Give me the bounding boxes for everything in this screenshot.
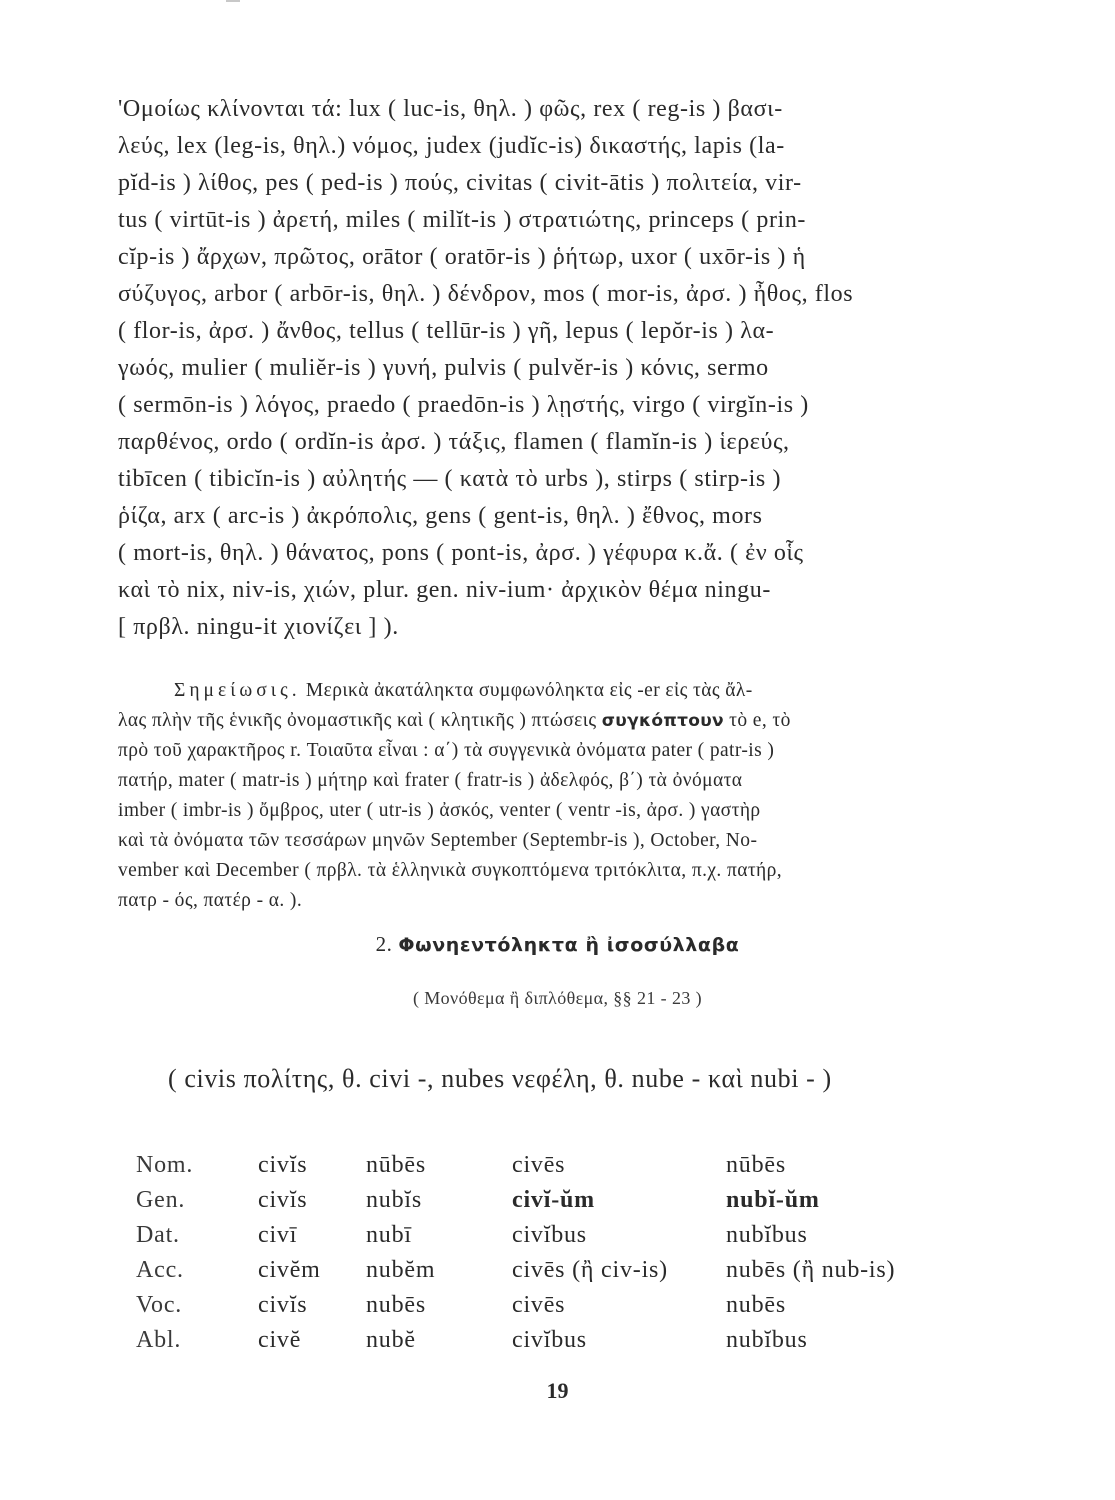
paragraph-line: ῥίζα, arx ( arc-is ) ἀκρόπολις, gens ( gent-is, θηλ. ) ἔθνος, mors xyxy=(118,503,763,529)
paragraph-line: σύζυγος, arbor ( arbōr-is, θηλ. ) δένδρον, mos ( mor-is, ἀρσ. ) ἦθος, flos xyxy=(118,281,854,307)
note-line: vember καὶ December ( πρβλ. τὰ ἑλληνικὰ συγκοπτόμενα τριτόκλιτα, π.χ. πατήρ, xyxy=(118,860,783,881)
note-line: imber ( imbr-is ) ὄμβρος, uter ( utr-is ) ἀσκός, venter ( ventr -is, ἀρσ. ) γαστὴρ xyxy=(118,800,761,821)
paragraph-line: pĭd-is ) λίθος, pes ( ped-is ) πούς, civitas ( civit-ātis ) πολιτεία, vir- xyxy=(118,170,802,196)
page-number: 19 xyxy=(546,1378,569,1403)
paragraph-line: cĭp-is ) ἄρχων, πρῶτος, orātor ( oratōr-is ) ῥήτωρ, uxor ( uxōr-is ) ἡ xyxy=(118,244,806,270)
sg-nubes-cell: nubĕ xyxy=(366,1327,416,1353)
sg-civis-cell: civĭs xyxy=(258,1152,308,1178)
table-row xyxy=(136,1253,946,1288)
note-line xyxy=(118,706,791,736)
pl-civis-cell: civĭ-ŭm xyxy=(512,1187,595,1213)
paragraph-line: ( sermōn-is ) λόγος, praedo ( praedōn-is ) λῃστής, virgo ( virgĭn-is ) xyxy=(118,392,809,418)
sg-nubes-cell: nubī xyxy=(366,1222,412,1248)
note-label: Σημείωσις. xyxy=(174,680,301,701)
table-row xyxy=(136,1323,946,1358)
note-line: πρὸ τοῦ χαρακτῆρος r. Τοιαῦτα εἶναι : α΄) τὰ συγγενικὰ ὀνόματα pater ( patr-is ) xyxy=(118,740,775,761)
sg-nubes-cell: nubĕm xyxy=(366,1257,436,1283)
paragraph-line: καὶ τὸ nix, niv-is, χιών, plur. gen. niv-ium· ἀρχικὸν θέμα ningu- xyxy=(118,577,771,603)
case-label: Gen. xyxy=(136,1187,186,1213)
pl-nubes-cell: nubĭ-ŭm xyxy=(726,1187,820,1213)
sg-nubes-cell: nubĭs xyxy=(366,1187,423,1213)
paragraph-line: γωός, mulier ( muliĕr-is ) γυνή, pulvis ( pulvĕr-is ) κόνις, sermo xyxy=(118,355,769,381)
scan-mark xyxy=(226,0,240,2)
paragraph-line: ( mort-is, θηλ. ) θάνατος, pons ( pont-is, ἀρσ. ) γέφυρα κ.ἄ. ( ἐν οἷς xyxy=(118,540,804,566)
paragraph-line: ( flor-is, ἀρσ. ) ἄνθος, tellus ( tellūr-is ) γῆ, lepus ( lepŏr-is ) λα- xyxy=(118,318,775,344)
sg-nubes-cell: nubēs xyxy=(366,1292,426,1318)
case-label: Acc. xyxy=(136,1257,184,1283)
example-line: ( civis πολίτης, θ. civi -, nubes νεφέλη, θ. nube - καὶ nubi - ) xyxy=(168,1064,832,1093)
note-text: τὸ e, τὸ xyxy=(723,710,791,731)
pl-civis-cell: civēs (ἢ civ-is) xyxy=(512,1257,668,1283)
case-label: Abl. xyxy=(136,1327,182,1353)
pl-civis-cell: civĭbus xyxy=(512,1327,587,1353)
sg-civis-cell: civĭs xyxy=(258,1292,308,1318)
paragraph-line: λεύς, lex (leg-is, θηλ.) νόμος, judex (judĭc-is) δικαστής, lapis (la- xyxy=(118,133,785,159)
sg-civis-cell: civī xyxy=(258,1222,298,1248)
table-row xyxy=(136,1218,946,1253)
pl-nubes-cell: nubĭbus xyxy=(726,1222,808,1248)
pl-civis-cell: civĭbus xyxy=(512,1222,587,1248)
note-text: Μερικὰ ἀκατάληκτα συμφωνόληκτα εἰς -er εἰς τὰς ἄλ- xyxy=(300,680,753,701)
paragraph-line: 'Ομοίως κλίνονται τά: lux ( luc-is, θηλ. ) φῶς, rex ( reg-is ) βασι- xyxy=(118,96,783,122)
table-row xyxy=(136,1288,946,1323)
case-label: Dat. xyxy=(136,1222,180,1248)
paragraph-line: tibīcen ( tibicĭn-is ) αὐλητής — ( κατὰ τὸ urbs ), stirps ( stirp-is ) xyxy=(118,466,782,492)
section-heading xyxy=(0,932,1115,957)
note-line: καὶ τὰ ὀνόματα τῶν τεσσάρων μηνῶν September (Septembr-is ), October, No- xyxy=(118,830,758,851)
section-number: 2. xyxy=(375,932,393,956)
declension-table xyxy=(136,1148,946,1358)
section-subtitle: ( Μονόθεμα ἢ διπλόθεμα, §§ 21 - 23 ) xyxy=(412,988,703,1008)
case-label: Nom. xyxy=(136,1152,194,1178)
pl-nubes-cell: nubēs (ἢ nub-is) xyxy=(726,1257,896,1283)
paragraph-line: [ πρβλ. ningu-it χιονίζει ] ). xyxy=(118,614,399,640)
paragraph-line: παρθένος, ordo ( ordĭn-is ἀρσ. ) τάξις, flamen ( flamĭn-is ) ἱερεύς, xyxy=(118,429,790,455)
pl-civis-cell: civēs xyxy=(512,1292,566,1318)
sg-civis-cell: civĕm xyxy=(258,1257,321,1283)
pl-nubes-cell: nubēs xyxy=(726,1292,786,1318)
table-row xyxy=(136,1148,946,1183)
sg-nubes-cell: nūbēs xyxy=(366,1152,426,1178)
note-line: πατρ - ός, πατέρ - α. ). xyxy=(118,890,303,911)
section-title: Φωνηεντόληκτα ἢ ἰσοσύλλαβα xyxy=(398,934,740,956)
note-line: πατήρ, mater ( matr-is ) μήτηρ καὶ frater ( fratr-is ) ἀδελφός, β΄) τὰ ὀνόματα xyxy=(118,770,743,791)
table-row xyxy=(136,1183,946,1218)
note-line xyxy=(118,676,753,706)
pl-civis-cell: civēs xyxy=(512,1152,566,1178)
pl-nubes-cell: nubĭbus xyxy=(726,1327,808,1353)
sg-civis-cell: civĕ xyxy=(258,1327,302,1353)
case-label: Voc. xyxy=(136,1292,183,1318)
paragraph-line: tus ( virtūt-is ) ἀρετή, miles ( milĭt-is ) στρατιώτης, princeps ( prin- xyxy=(118,207,807,233)
note-text: λας πλὴν τῆς ἑνικῆς ὀνομαστικῆς καὶ ( κλητικῆς ) πτώσεις xyxy=(118,710,602,731)
sg-civis-cell: civĭs xyxy=(258,1187,308,1213)
pl-nubes-cell: nūbēs xyxy=(726,1152,786,1178)
note-emphasis: συγκόπτουν xyxy=(601,711,724,731)
